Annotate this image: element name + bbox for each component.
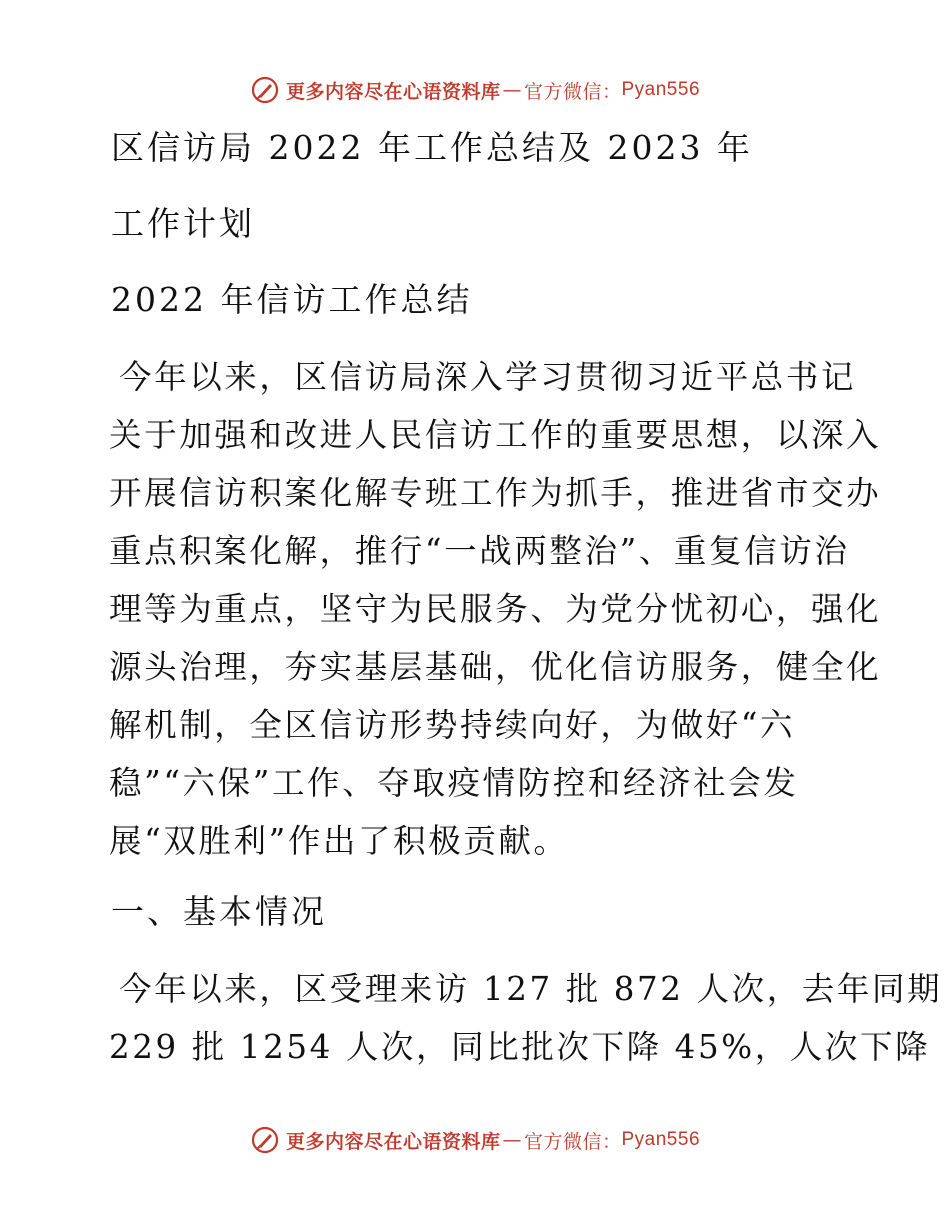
paragraph-line: 展“双胜利”作出了积极贡献。 bbox=[109, 822, 569, 860]
feather-pen-logo-icon bbox=[250, 1125, 280, 1155]
paragraph-line: 解机制，全区信访形势持续向好，为做好“六 bbox=[109, 706, 796, 744]
watermark-wechat-id: Pyan556 bbox=[621, 79, 701, 100]
subheading-basic-situation: 一、基本情况 bbox=[111, 892, 327, 931]
basic-situation-paragraph bbox=[97, 960, 943, 1076]
paragraph-line: 今年以来，区信访局深入学习贯彻习近平总书记 bbox=[119, 358, 857, 396]
watermark-site-text: 更多内容尽在心语资料库 bbox=[285, 1130, 501, 1153]
paragraph-line: 源头治理，夯实基层基础，优化信访服务，健全化 bbox=[109, 648, 882, 686]
paragraph-line: 开展信访积案化解专班工作为抓手，推进省市交办 bbox=[109, 474, 882, 512]
section-title: 2022 年信访工作总结 bbox=[111, 280, 473, 319]
paragraph-line: 229 批 1254 人次，同比批次下降 45%，人次下降 bbox=[109, 1028, 931, 1066]
header-watermark bbox=[0, 70, 950, 110]
summary-paragraph bbox=[97, 348, 882, 870]
document-title-line-2: 工作计划 bbox=[111, 204, 255, 243]
watermark-wechat-id: Pyan556 bbox=[621, 1129, 701, 1150]
paragraph-line: 今年以来，区受理来访 127 批 872 人次，去年同期 bbox=[119, 970, 943, 1008]
watermark-site-text: 更多内容尽在心语资料库 bbox=[285, 80, 501, 103]
paragraph-line: 重点积案化解，推行“一战两整治”、重复信访治 bbox=[109, 532, 850, 570]
footer-watermark bbox=[0, 1120, 950, 1160]
paragraph-line: 稳”“六保”工作、夺取疫情防控和经济社会发 bbox=[109, 764, 799, 802]
watermark-wechat-label: 官方微信： bbox=[523, 80, 622, 103]
paragraph-line: 理等为重点，坚守为民服务、为党分忧初心，强化 bbox=[109, 590, 882, 628]
feather-pen-logo-icon bbox=[250, 75, 280, 105]
watermark-wechat-label: 官方微信： bbox=[523, 1130, 622, 1153]
paragraph-line: 关于加强和改进人民信访工作的重要思想，以深入 bbox=[109, 416, 882, 454]
document-title-line-1: 区信访局 2022 年工作总结及 2023 年 bbox=[111, 128, 753, 167]
watermark-dash: — bbox=[502, 79, 522, 101]
document-body bbox=[97, 120, 943, 1090]
watermark-dash: — bbox=[502, 1129, 522, 1151]
